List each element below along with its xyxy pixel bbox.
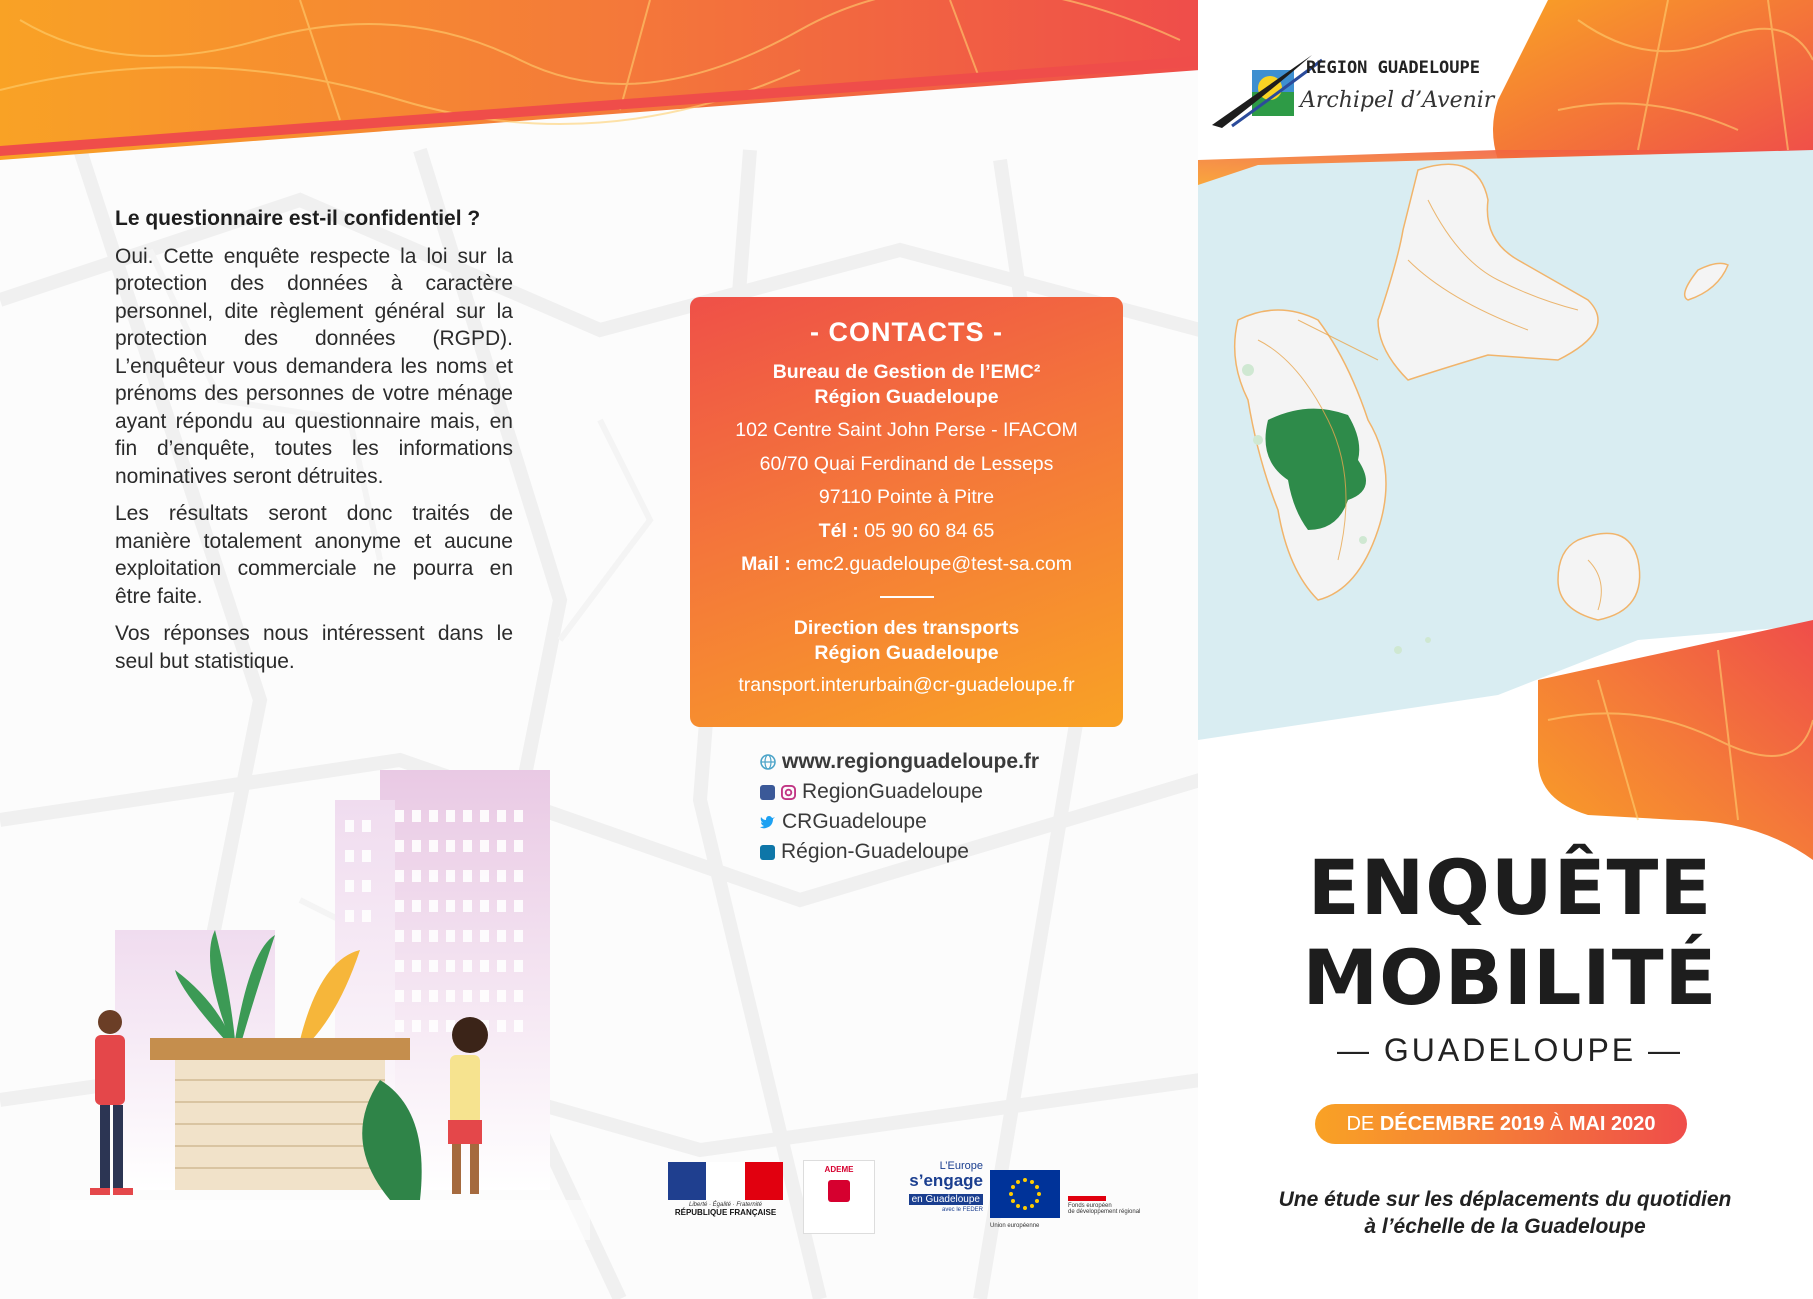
republique-text: RÉPUBLIQUE FRANÇAISE [674, 1208, 777, 1217]
org2-name: Direction des transports [793, 616, 1020, 639]
card-divider [880, 596, 934, 598]
org1-region: Région Guadeloupe [814, 386, 999, 408]
ademe-logo [803, 1160, 875, 1234]
instagram-icon [781, 785, 796, 800]
linkedin-handle[interactable]: Région-Guadeloupe [781, 840, 969, 863]
mail-link[interactable]: emc2.guadeloupe@test-sa.com [796, 553, 1072, 575]
feder-logo [1068, 1196, 1150, 1226]
faq-paragraph: Les résultats seront donc traités de manière totalement anonyme et aucune exploitation commerciale ne pourra en être faite. [115, 502, 513, 608]
mail-line [690, 548, 1123, 582]
contacts-title: - CONTACTS - [810, 317, 1003, 347]
faq-paragraph: Oui. Cette enquête respecte la loi sur la protection des données à caractère personnel, dite règlement général sur la protection des données (RGPD). L’enquêteur vous demandera les noms et prénoms des personnes de votre ménage ayant répondu au questionnaire mais, en fin d’enquête, toutes les informations nominatives seront détruites. [115, 244, 513, 488]
tagline-line2: à l’échelle de la Guadeloupe [1364, 1215, 1646, 1238]
cover-title-enquete: ENQUÊTE [1307, 843, 1713, 932]
feder-line1: Fonds européen [1068, 1203, 1112, 1209]
mail2-link[interactable]: transport.interurbain@cr-guadeloupe.fr [738, 673, 1075, 696]
website-row[interactable] [760, 747, 1039, 777]
address-line: 97110 Pointe à Pitre [818, 486, 995, 508]
twitter-row[interactable] [760, 807, 1039, 837]
europe-line1: L’Europe [939, 1160, 983, 1172]
city-people-illustration [50, 760, 590, 1240]
dates-de: DE [1346, 1113, 1375, 1135]
twitter-handle[interactable]: CRGuadeloupe [782, 810, 927, 833]
dates-a: À [1549, 1113, 1564, 1135]
dates-start: DÉCEMBRE 2019 [1379, 1113, 1545, 1135]
globe-icon [760, 754, 776, 770]
address-line: 60/70 Quai Ferdinand de Lesseps [759, 452, 1054, 475]
address-line: 102 Centre Saint John Perse - IFACOM [735, 419, 1078, 441]
org2-region: Région Guadeloupe [814, 641, 999, 664]
website-link[interactable]: www.regionguadeloupe.fr [782, 750, 1040, 773]
ue-text: Union européenne [990, 1223, 1040, 1229]
ademe-text: ADEME [824, 1165, 854, 1174]
confidentiality-faq [115, 205, 513, 685]
mail-label: Mail : [741, 553, 791, 575]
republique-motto: Liberté · Égalité · Fraternité [688, 1202, 763, 1208]
logo-region-text: REGION GUADELOUPE [1306, 58, 1480, 78]
phone-number[interactable]: 05 90 60 84 65 [864, 519, 995, 542]
twitter-icon [760, 815, 776, 829]
survey-dates-badge [1315, 1104, 1687, 1144]
europe-line2: s’engage [909, 1171, 983, 1190]
europe-line3: en Guadeloupe [909, 1194, 983, 1205]
facebook-instagram-handle[interactable]: RegionGuadeloupe [802, 780, 983, 803]
europe-sengage-logo [893, 1160, 983, 1232]
eu-flag-icon [990, 1170, 1060, 1218]
facebook-icon [760, 785, 775, 800]
cover-title-mobilite: MOBILITÉ [1302, 933, 1718, 1022]
phone-label: Tél : [818, 519, 859, 542]
linkedin-icon [760, 845, 775, 860]
facebook-instagram-row[interactable] [760, 777, 1039, 807]
org1-name: Bureau de Gestion de l’EMC² [772, 361, 1041, 383]
partner-logos [668, 1160, 1148, 1230]
tagline-line1: Une étude sur les déplacements du quotidien [1278, 1188, 1732, 1211]
social-links [760, 747, 1039, 867]
europe-line4: avec le FEDER [941, 1207, 983, 1213]
linkedin-row[interactable] [760, 837, 1039, 867]
faq-paragraph: Vos réponses nous intéressent dans le seul but statistique. [115, 622, 513, 673]
contacts-card [690, 297, 1123, 727]
republique-francaise-logo [668, 1162, 783, 1230]
cover-subtitle-guadeloupe: — GUADELOUPE — [1336, 1032, 1684, 1068]
phone-line [690, 515, 1123, 549]
cover-tagline [1240, 1186, 1770, 1240]
eu-flag-logo [990, 1170, 1060, 1230]
logo-tagline-text: Archipel d’Avenir [1300, 88, 1495, 113]
dates-end: MAI 2020 [1568, 1113, 1656, 1135]
faq-question: Le questionnaire est-il confidentiel ? [115, 207, 481, 230]
feder-line2: de développement régional [1068, 1209, 1141, 1215]
